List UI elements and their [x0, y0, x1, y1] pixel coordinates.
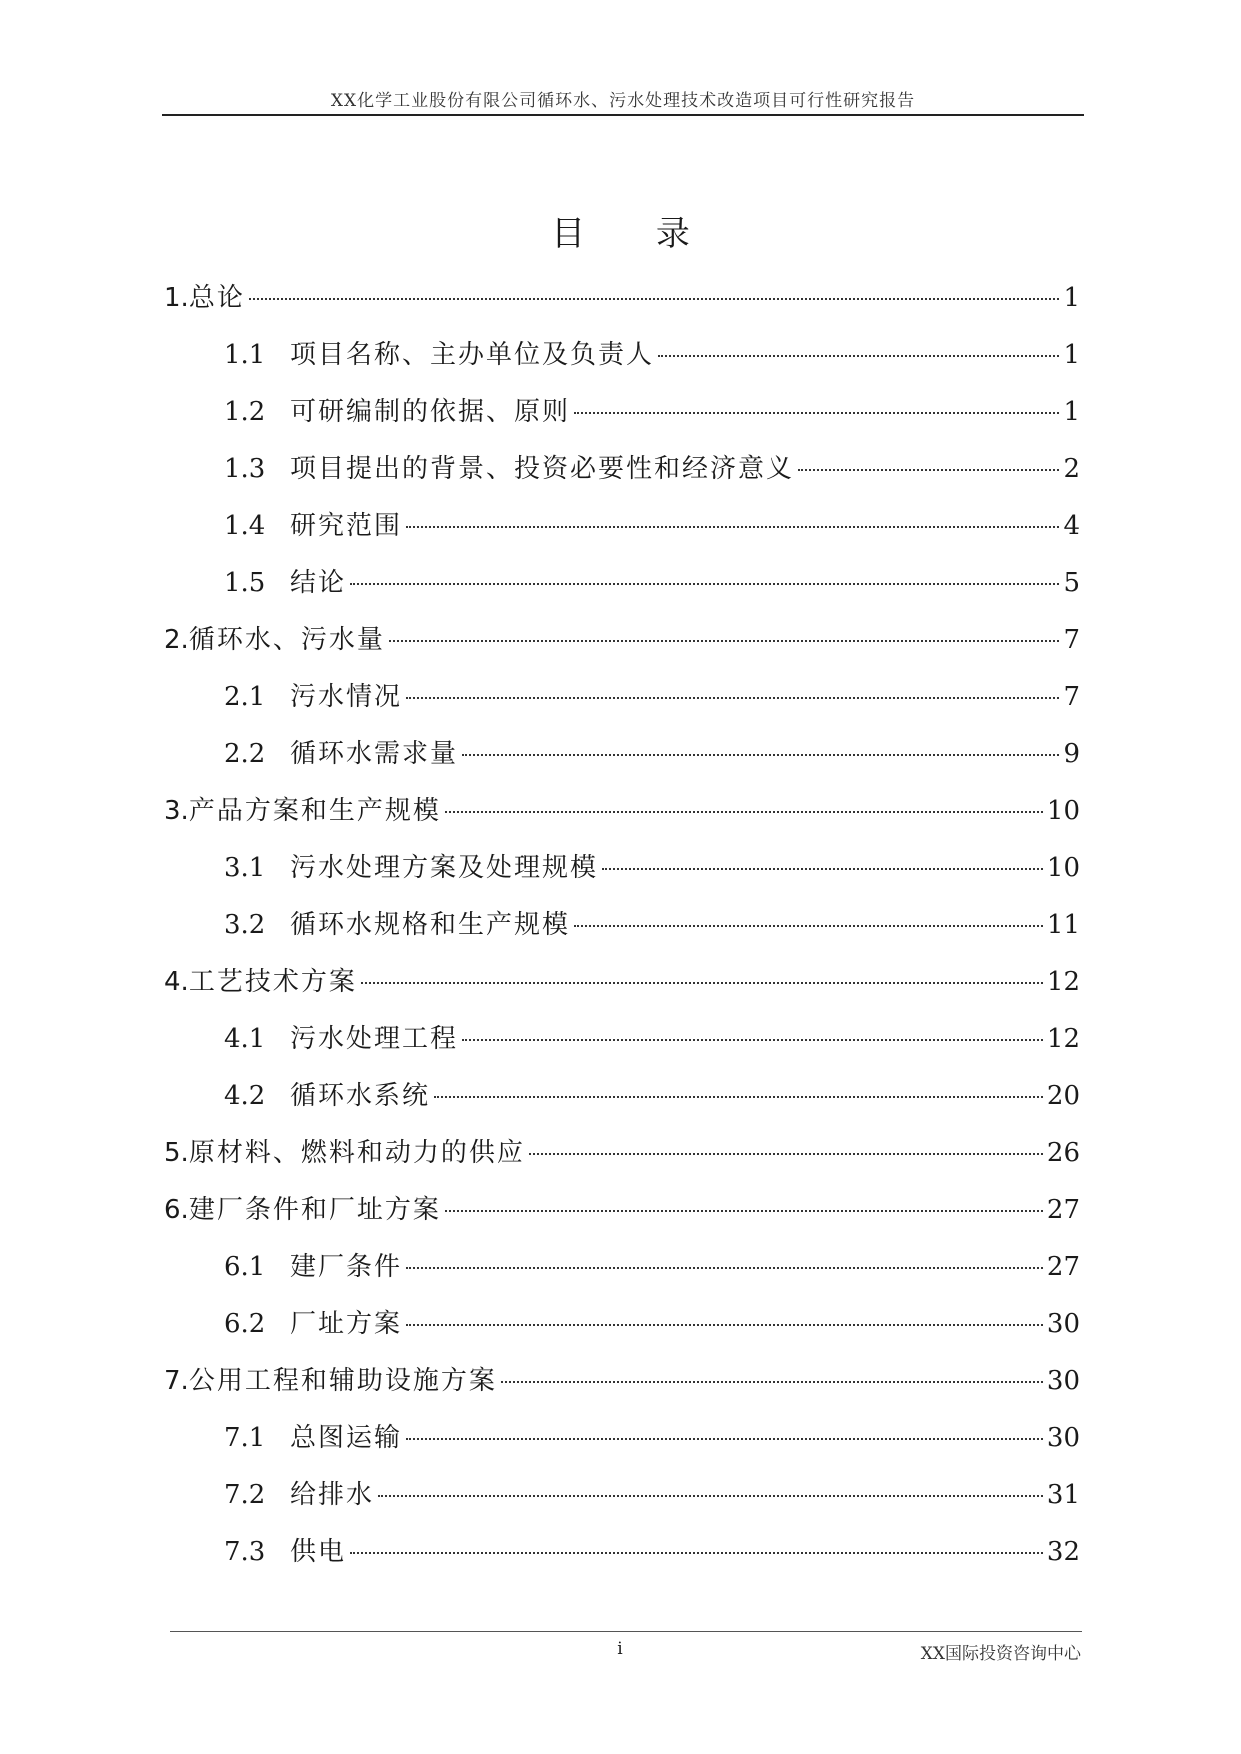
toc-entry[interactable] — [164, 954, 1080, 1011]
toc-entry-title: 供电 — [290, 1537, 347, 1567]
toc-entry-title: 研究范围 — [290, 511, 403, 541]
footer-rule — [170, 1631, 1082, 1632]
toc-entry[interactable] — [164, 1467, 1080, 1524]
toc-entry[interactable] — [164, 555, 1080, 612]
toc-entry-title: 污水处理工程 — [290, 1024, 459, 1054]
toc-entry-title: 建厂条件 — [290, 1252, 403, 1282]
toc-entry-number: 2.1 — [224, 682, 266, 712]
toc-entry-page: 1 — [1063, 340, 1080, 370]
toc-entry[interactable] — [164, 384, 1080, 441]
toc-entry-title: 项目提出的背景、投资必要性和经济意义 — [290, 454, 795, 484]
table-of-contents — [164, 270, 1080, 1581]
toc-dot-leader — [574, 412, 1059, 414]
toc-entry-page: 20 — [1046, 1081, 1080, 1111]
toc-entry-title: 污水情况 — [290, 682, 403, 712]
toc-entry[interactable] — [164, 327, 1080, 384]
toc-entry-title: 污水处理方案及处理规模 — [290, 853, 599, 883]
toc-entry[interactable] — [164, 1011, 1080, 1068]
toc-entry-number: 7.2 — [224, 1480, 266, 1510]
toc-entry-number: 1. — [164, 283, 189, 313]
toc-entry-page: 26 — [1046, 1138, 1080, 1168]
toc-entry-number: 7.3 — [224, 1537, 266, 1567]
page-header: XX化学工业股份有限公司循环水、污水处理技术改造项目可行性研究报告 — [330, 91, 916, 111]
toc-entry[interactable] — [164, 1182, 1080, 1239]
toc-dot-leader — [406, 1324, 1043, 1326]
toc-entry[interactable] — [164, 270, 1080, 327]
toc-entry[interactable] — [164, 1353, 1080, 1410]
toc-entry-title: 公用工程和辅助设施方案 — [188, 1366, 497, 1396]
toc-entry-title: 项目名称、主办单位及负责人 — [290, 340, 655, 370]
toc-entry[interactable] — [164, 612, 1080, 669]
toc-entry[interactable] — [164, 669, 1080, 726]
toc-dot-leader — [798, 469, 1059, 471]
toc-entry[interactable] — [164, 1524, 1080, 1581]
toc-entry[interactable] — [164, 783, 1080, 840]
toc-entry-number: 5. — [164, 1138, 189, 1168]
header-rule — [162, 114, 1084, 116]
toc-dot-leader — [406, 1267, 1043, 1269]
toc-dot-leader — [350, 1552, 1043, 1554]
toc-entry-page: 10 — [1046, 796, 1080, 826]
toc-entry-page: 12 — [1046, 967, 1080, 997]
toc-entry-number: 1.2 — [224, 397, 266, 427]
toc-entry-title: 厂址方案 — [290, 1309, 403, 1339]
toc-entry-page: 4 — [1063, 511, 1080, 541]
toc-dot-leader — [574, 925, 1043, 927]
toc-dot-leader — [350, 583, 1059, 585]
toc-entry-title: 循环水需求量 — [290, 739, 459, 769]
toc-entry-number: 7.1 — [224, 1423, 266, 1453]
toc-entry-title: 给排水 — [290, 1480, 375, 1510]
toc-entry-number: 6. — [164, 1195, 189, 1225]
toc-dot-leader — [658, 355, 1059, 357]
toc-entry-title: 工艺技术方案 — [188, 967, 357, 997]
toc-entry-page: 2 — [1063, 454, 1080, 484]
toc-dot-leader — [434, 1096, 1043, 1098]
toc-entry-number: 1.3 — [224, 454, 266, 484]
toc-dot-leader — [249, 298, 1060, 300]
toc-entry-page: 11 — [1046, 910, 1080, 940]
toc-entry-number: 4. — [164, 967, 189, 997]
toc-entry-number: 1.1 — [224, 340, 266, 370]
toc-dot-leader — [406, 697, 1059, 699]
toc-entry-title: 循环水规格和生产规模 — [290, 910, 571, 940]
toc-entry-number: 3.1 — [224, 853, 266, 883]
toc-entry[interactable] — [164, 1296, 1080, 1353]
toc-entry-page: 12 — [1046, 1024, 1080, 1054]
toc-entry-number: 7. — [164, 1366, 189, 1396]
toc-dot-leader — [529, 1153, 1043, 1155]
toc-entry-page: 5 — [1063, 568, 1080, 598]
toc-entry-number: 2. — [164, 625, 189, 655]
toc-entry-page: 7 — [1063, 625, 1080, 655]
footer-organization: XX国际投资咨询中心 — [920, 1644, 1081, 1664]
toc-entry-page: 30 — [1046, 1366, 1080, 1396]
toc-entry-title: 原材料、燃料和动力的供应 — [188, 1138, 525, 1168]
toc-entry-number: 1.5 — [224, 568, 266, 598]
toc-entry-title: 可研编制的依据、原则 — [290, 397, 571, 427]
toc-dot-leader — [445, 811, 1043, 813]
toc-entry-number: 6.2 — [224, 1309, 266, 1339]
toc-entry-page: 7 — [1063, 682, 1080, 712]
toc-entry-number: 1.4 — [224, 511, 266, 541]
toc-entry-title: 循环水、污水量 — [188, 625, 385, 655]
toc-title: 目 录 — [551, 214, 720, 254]
toc-entry[interactable] — [164, 1239, 1080, 1296]
toc-entry-number: 2.2 — [224, 739, 266, 769]
toc-entry-page: 30 — [1046, 1309, 1080, 1339]
toc-entry[interactable] — [164, 1125, 1080, 1182]
toc-dot-leader — [602, 868, 1043, 870]
toc-entry-number: 3. — [164, 796, 189, 826]
toc-entry-number: 4.2 — [224, 1081, 266, 1111]
toc-entry[interactable] — [164, 897, 1080, 954]
toc-dot-leader — [361, 982, 1043, 984]
toc-entry-page: 1 — [1063, 283, 1080, 313]
toc-dot-leader — [378, 1495, 1043, 1497]
toc-entry-page: 1 — [1063, 397, 1080, 427]
toc-dot-leader — [501, 1381, 1043, 1383]
toc-dot-leader — [462, 1039, 1043, 1041]
toc-entry-number: 4.1 — [224, 1024, 266, 1054]
toc-entry[interactable] — [164, 498, 1080, 555]
toc-entry[interactable] — [164, 441, 1080, 498]
toc-entry-title: 产品方案和生产规模 — [188, 796, 441, 826]
toc-entry[interactable] — [164, 726, 1080, 783]
toc-entry-page: 32 — [1046, 1537, 1080, 1567]
toc-entry-title: 总图运输 — [290, 1423, 403, 1453]
toc-dot-leader — [389, 640, 1060, 642]
toc-dot-leader — [406, 1438, 1043, 1440]
toc-entry[interactable] — [164, 1068, 1080, 1125]
toc-entry-number: 6.1 — [224, 1252, 266, 1282]
toc-entry-title: 结论 — [290, 568, 347, 598]
toc-dot-leader — [462, 754, 1059, 756]
toc-entry[interactable] — [164, 1410, 1080, 1467]
page-number: i — [617, 1639, 623, 1659]
toc-entry-title: 建厂条件和厂址方案 — [188, 1195, 441, 1225]
toc-dot-leader — [445, 1210, 1043, 1212]
toc-entry-page: 10 — [1046, 853, 1080, 883]
toc-entry-title: 循环水系统 — [290, 1081, 431, 1111]
toc-entry[interactable] — [164, 840, 1080, 897]
toc-entry-page: 30 — [1046, 1423, 1080, 1453]
toc-entry-page: 27 — [1046, 1252, 1080, 1282]
toc-entry-page: 9 — [1063, 739, 1080, 769]
toc-dot-leader — [406, 526, 1059, 528]
toc-entry-page: 31 — [1046, 1480, 1080, 1510]
toc-entry-number: 3.2 — [224, 910, 266, 940]
toc-entry-title: 总论 — [188, 283, 245, 313]
toc-entry-page: 27 — [1046, 1195, 1080, 1225]
